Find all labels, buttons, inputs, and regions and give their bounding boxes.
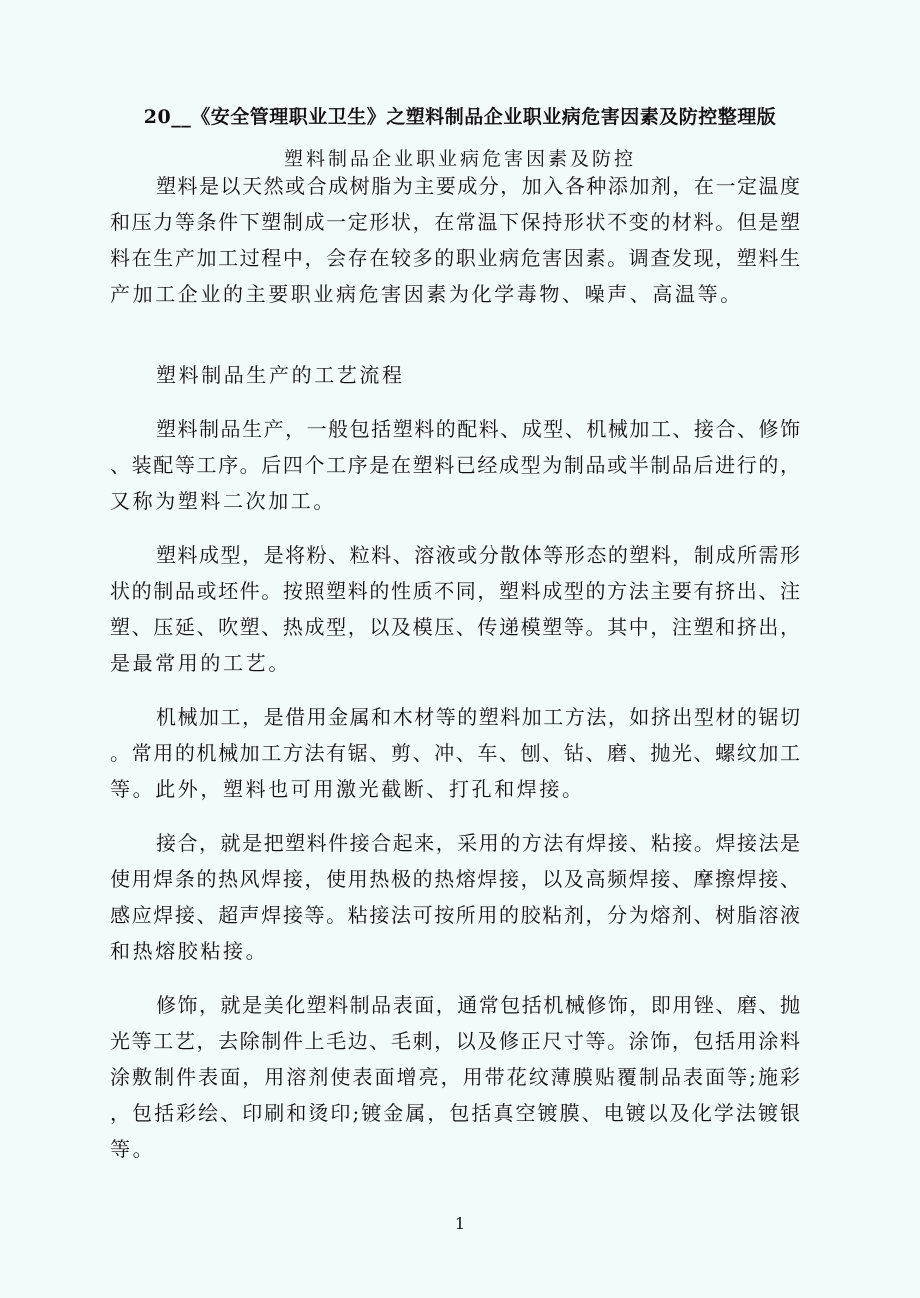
text-line: 和压力等条件下塑制成一定形状，在常温下保持形状不变的材料。但是塑 xyxy=(110,210,800,234)
text-line: 等。此外，塑料也可用激光截断、打孔和焊接。 xyxy=(110,777,585,801)
paragraph xyxy=(110,537,800,681)
paragraph xyxy=(110,699,800,807)
paragraph xyxy=(110,168,800,312)
text-line: 接合，就是把塑料件接合起来，采用的方法有焊接、粘接。焊接法是 xyxy=(156,831,800,855)
document-subtitle: 塑料制品企业职业病危害因素及防控 xyxy=(283,148,636,170)
text-line: 塑料制品生产，一般包括塑料的配料、成型、机械加工、接合、修饰 xyxy=(156,417,800,441)
page-number: 1 xyxy=(454,1214,466,1233)
text-line: ，包括彩绘、印刷和烫印;镀金属，包括真空镀膜、电镀以及化学法镀银 xyxy=(110,1101,800,1125)
text-line: 料在生产加工过程中，会存在较多的职业病危害因素。调查发现，塑料生 xyxy=(110,246,800,270)
text-line: 使用焊条的热风焊接，使用热极的热熔焊接，以及高频焊接、摩擦焊接、 xyxy=(110,867,800,891)
text-line: 塑料制品生产的工艺流程 xyxy=(156,363,405,387)
document-title: 20__《安全管理职业卫生》之塑料制品企业职业病危害因素及防控整理版 xyxy=(143,106,777,128)
text-line: 产加工企业的主要职业病危害因素为化学毒物、噪声、高温等。 xyxy=(110,282,743,306)
text-line: 、装配等工序。后四个工序是在塑料已经成型为制品或半制品后进行的， xyxy=(110,453,800,477)
text-line: 和热熔胶粘接。 xyxy=(110,939,269,963)
text-line: 。常用的机械加工方法有锯、剪、冲、车、刨、钻、磨、抛光、螺纹加工 xyxy=(110,741,800,765)
text-line: 塑料是以天然或合成树脂为主要成分，加入各种添加剂，在一定温度 xyxy=(156,174,800,198)
paragraph xyxy=(110,987,800,1167)
text-line: 感应焊接、超声焊接等。粘接法可按所用的胶粘剂，分为熔剂、树脂溶液 xyxy=(110,903,800,927)
text-line: 光等工艺，去除制件上毛边、毛刺，以及修正尺寸等。涂饰，包括用涂料 xyxy=(110,1029,800,1053)
text-line: 状的制品或坯件。按照塑料的性质不同，塑料成型的方法主要有挤出、注 xyxy=(110,579,800,603)
text-line: 塑、压延、吹塑、热成型，以及模压、传递模塑等。其中，注塑和挤出， xyxy=(110,615,800,639)
section-heading xyxy=(110,357,800,393)
text-line: 是最常用的工艺。 xyxy=(110,651,291,675)
text-line: 等。 xyxy=(110,1137,156,1161)
text-line: 塑料成型，是将粉、粒料、溶液或分散体等形态的塑料，制成所需形 xyxy=(156,543,800,567)
text-line: 涂敷制件表面，用溶剂使表面增亮，用带花纹薄膜贴覆制品表面等;施彩 xyxy=(110,1065,800,1089)
text-line: 机械加工，是借用金属和木材等的塑料加工方法，如挤出型材的锯切 xyxy=(156,705,800,729)
text-line: 又称为塑料二次加工。 xyxy=(110,489,336,513)
paragraph xyxy=(110,825,800,969)
paragraph xyxy=(110,411,800,519)
text-line: 修饰，就是美化塑料制品表面，通常包括机械修饰，即用锉、磨、抛 xyxy=(156,993,800,1017)
